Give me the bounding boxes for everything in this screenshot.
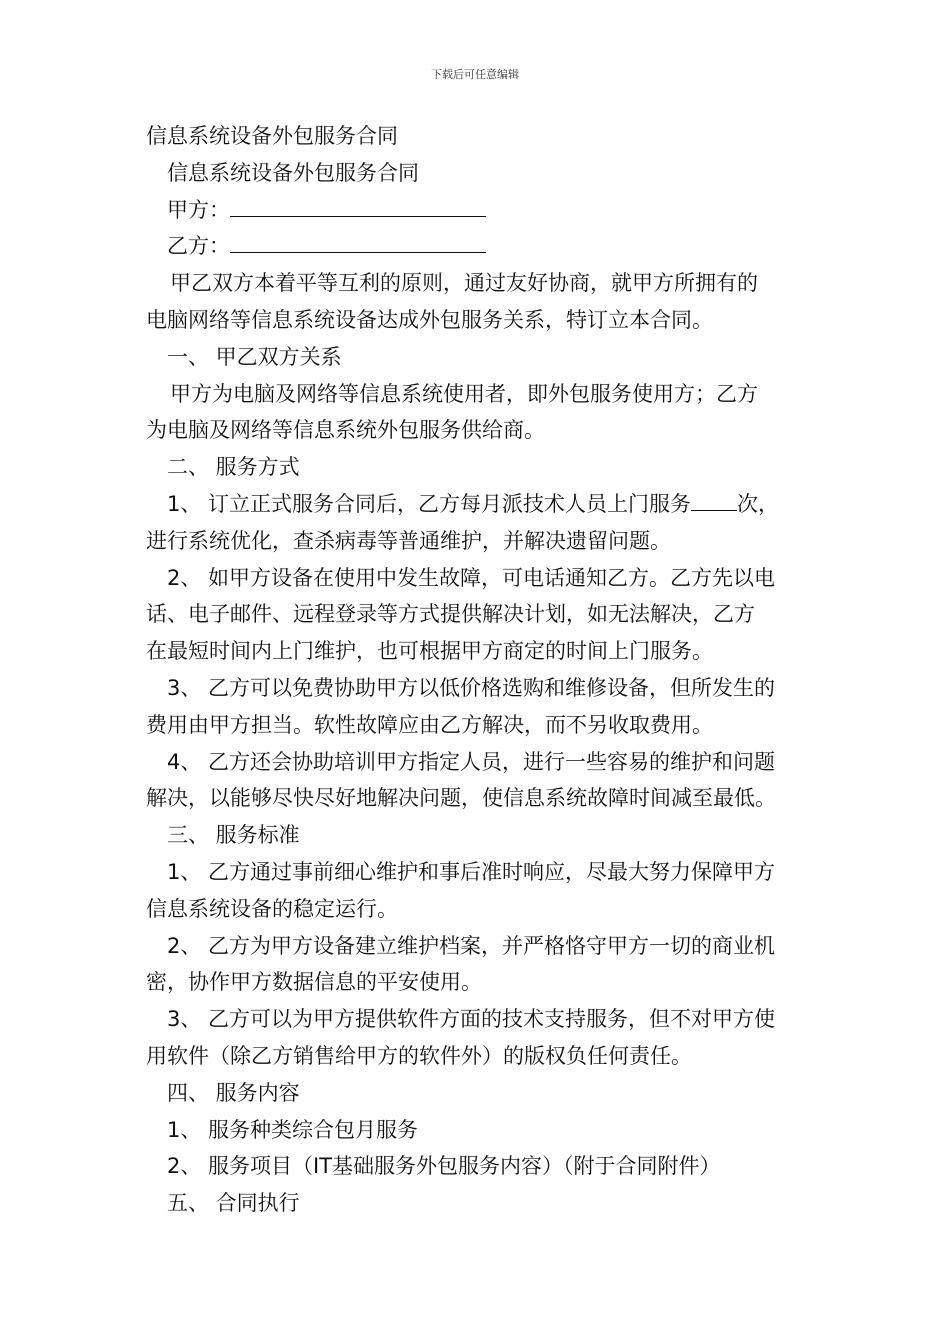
contract-title: 信息系统设备外包服务合同 (167, 160, 419, 185)
paragraph-line: 2、 乙方为甲方设备建立维护档案，并严格恪守甲方一切的商业机 (167, 933, 776, 958)
section-heading: 四、 服务内容 (167, 1080, 300, 1105)
section-heading: 二、 服务方式 (167, 455, 300, 480)
party-a-label: 甲方： (167, 197, 230, 222)
section-heading: 一、 甲乙双方关系 (167, 344, 342, 369)
paragraph-line: 2、 服务项目（IT基础服务外包服务内容）（附于合同附件） (167, 1154, 721, 1179)
paragraph-line: 信息系统设备的稳定运行。 (146, 896, 398, 921)
page-header: 下载后可任意编辑 (431, 68, 519, 81)
paragraph-line: 3、 乙方可以为甲方提供软件方面的技术支持服务，但不对甲方使 (167, 1007, 776, 1032)
doc-title: 信息系统设备外包服务合同 (146, 124, 398, 148)
section-heading: 五、 合同执行 (167, 1191, 300, 1216)
party-a-line (146, 192, 810, 229)
paragraph-line: 进行系统优化，查杀病毒等普通维护，并解决遗留问题。 (146, 528, 671, 553)
party-a-blank (230, 196, 486, 217)
paragraph-line: 甲方为电脑及网络等信息系统使用者，即外包服务使用方；乙方 (170, 381, 758, 406)
paragraph-line: 1、 服务种类综合包月服务 (167, 1117, 419, 1142)
paragraph-line: 电脑网络等信息系统设备达成外包服务关系，特订立本合同。 (146, 307, 713, 332)
paragraph-line: 费用由甲方担当。软性故障应由乙方解决，而不另收取费用。 (146, 712, 713, 737)
paragraph-line: 在最短时间内上门维护，也可根据甲方商定的时间上门服务。 (146, 639, 713, 664)
paragraph-line: 2、 如甲方设备在使用中发生故障，可电话通知乙方。乙方先以电 (167, 565, 776, 590)
paragraph-line: 用软件（除乙方销售给甲方的软件外）的版权负任何责任。 (146, 1043, 692, 1068)
clause-text-end: 次， (737, 491, 780, 516)
party-b-blank (230, 232, 486, 253)
paragraph-line: 解决，以能够尽快尽好地解决问题，使信息系统故障时间减至最低。 (146, 786, 776, 811)
visits-blank (691, 490, 737, 511)
paragraph-line (146, 486, 810, 523)
paragraph-line: 话、电子邮件、远程登录等方式提供解决计划，如无法解决，乙方 (146, 602, 755, 627)
paragraph-line: 1、 乙方通过事前细心维护和事后准时响应，尽最大努力保障甲方 (167, 859, 776, 884)
contract-body (146, 118, 810, 1222)
party-b-label: 乙方： (167, 234, 230, 259)
paragraph-line: 甲乙双方本着平等互利的原则，通过友好协商，就甲方所拥有的 (170, 271, 758, 296)
section-heading: 三、 服务标准 (167, 823, 300, 848)
clause-text: 1、 订立正式服务合同后，乙方每月派技术人员上门服务 (167, 491, 692, 516)
paragraph-line: 为电脑及网络等信息系统外包服务供给商。 (146, 418, 545, 443)
paragraph-line: 密，协作甲方数据信息的平安使用。 (146, 970, 482, 995)
paragraph-line: 4、 乙方还会协助培训甲方指定人员，进行一些容易的维护和问题 (167, 749, 776, 774)
paragraph-line: 3、 乙方可以免费协助甲方以低价格选购和维修设备，但所发生的 (167, 675, 776, 700)
party-b-line (146, 228, 810, 265)
